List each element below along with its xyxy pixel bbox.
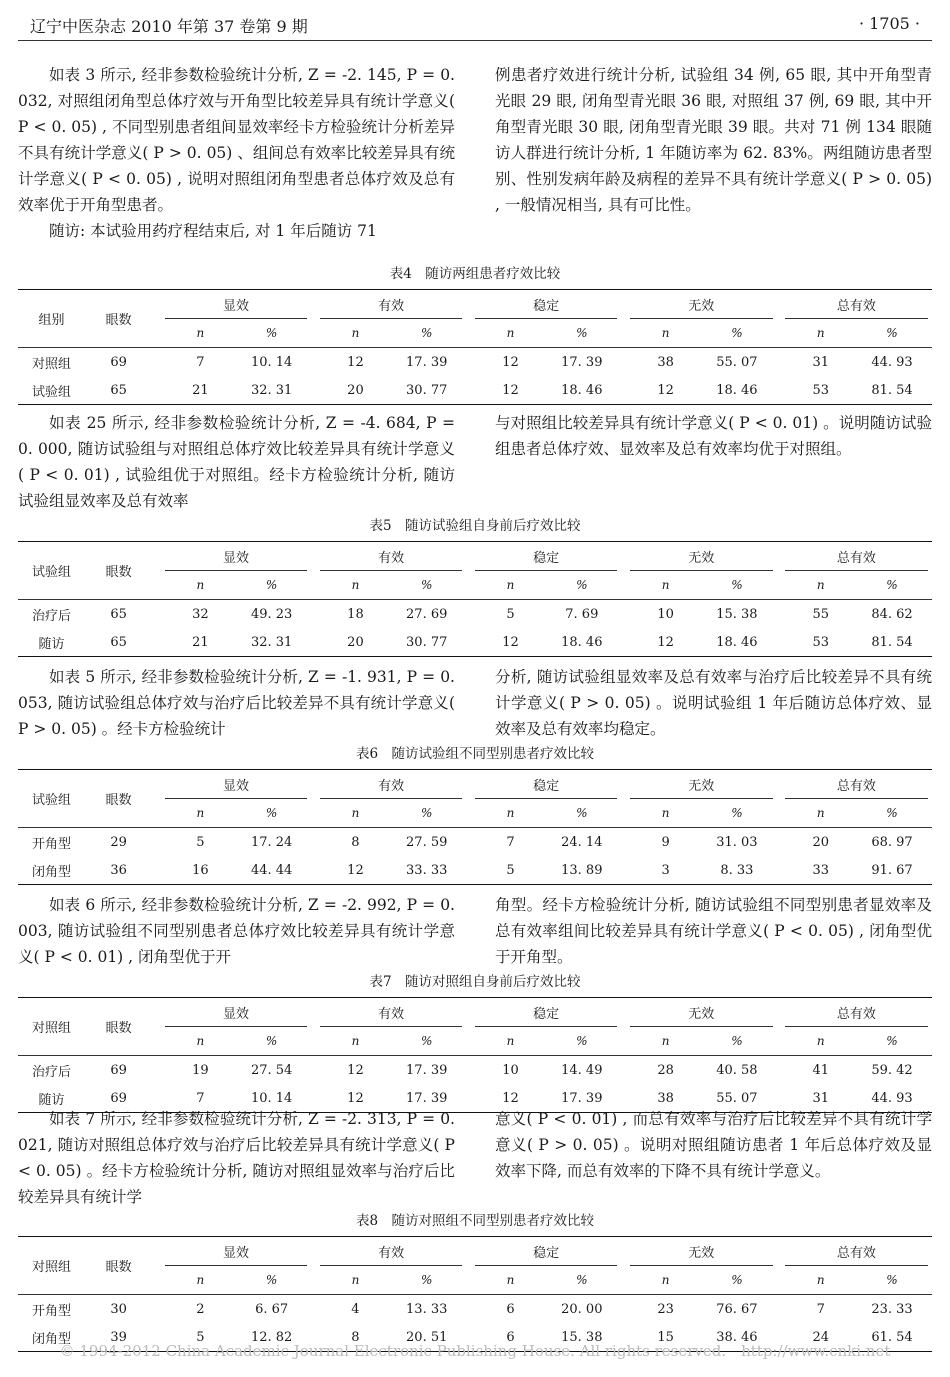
table-8 — [18, 1209, 932, 1352]
column-header-outcome: 显效 — [165, 1237, 308, 1266]
table-cell: 9 — [661, 834, 670, 850]
subheader-percent: % — [236, 319, 307, 348]
data-table — [18, 1236, 932, 1352]
table-row — [18, 628, 932, 657]
table-cell: 32 — [192, 606, 209, 622]
table-row — [18, 856, 932, 885]
paragraph: 如表 25 所示, 经非参数检验统计分析, Z = -4. 684, P = 0. 000, 随访试验组与对照组总体疗效比较差异具有统计学意义( P < 0. 01) , 试验组优于对照组。经卡方检验统计分析, 随访试验组显效率及总有效率 — [18, 414, 455, 510]
subheader-percent: % — [236, 571, 307, 600]
table-cell: 7 — [196, 354, 205, 370]
subheader-percent: % — [546, 571, 617, 600]
column-header-eyes: 眼数 — [85, 290, 152, 348]
table-cell: 8 — [320, 1323, 391, 1352]
row-label: 开角型 — [32, 1303, 72, 1319]
paragraph: 如表 5 所示, 经非参数检验统计分析, Z = -1. 931, P = 0. 053, 随访试验组总体疗效与治疗后比较差异不具有统计学意义( P > 0. 05) 。经卡方检验统计 — [18, 668, 455, 738]
table-cell: 30. 77 — [391, 376, 462, 405]
section-4 — [18, 892, 932, 970]
table-cell: 61. 54 — [856, 1323, 927, 1352]
table-cell: 7 — [506, 834, 515, 850]
table-cell: 18. 46 — [546, 628, 617, 657]
table-cell: 12. 82 — [236, 1323, 307, 1352]
column-header-outcome: 总有效 — [785, 290, 928, 319]
subheader-percent: % — [701, 319, 772, 348]
table-cell: 32. 31 — [236, 376, 307, 405]
table-cell: 10 — [502, 1062, 519, 1078]
paragraph: 如表 6 所示, 经非参数检验统计分析, Z = -2. 992, P = 0. 003, 随访试验组不同型别患者总体疗效比较差异具有统计学意义( P < 0. 01) , 闭角型优于开 — [18, 896, 455, 966]
section-3 — [18, 664, 932, 742]
table-cell: 24 — [785, 1323, 856, 1352]
table-cell: 20 — [320, 376, 391, 405]
table-cell: 27. 69 — [406, 606, 448, 622]
table-cell: 18. 46 — [546, 376, 617, 405]
column-header-group: 组别 — [18, 290, 85, 348]
table-cell: 40. 58 — [716, 1062, 758, 1078]
column-header-group: 试验组 — [18, 770, 85, 828]
subheader-n: n — [785, 799, 856, 828]
subheader-n: n — [475, 571, 546, 600]
row-label: 闭角型 — [18, 1323, 85, 1352]
subheader-percent: % — [236, 799, 307, 828]
table-cell: 12 — [320, 856, 391, 885]
subheader-n: n — [785, 571, 856, 600]
table-row — [18, 1295, 932, 1324]
subheader-n: n — [630, 571, 701, 600]
table-cell: 16 — [165, 856, 236, 885]
subheader-percent: % — [701, 1266, 772, 1295]
subheader-percent: % — [236, 1266, 307, 1295]
table-cell: 55. 07 — [716, 354, 758, 370]
column-header-outcome: 总有效 — [785, 542, 928, 571]
table-cell: 13. 89 — [546, 856, 617, 885]
table-cell: 12 — [475, 628, 546, 657]
subheader-percent: % — [391, 799, 462, 828]
table-cell: 44. 93 — [871, 354, 913, 370]
table-cell: 4 — [351, 1301, 360, 1317]
column-header-group: 对照组 — [18, 1237, 85, 1295]
table-cell: 17. 39 — [391, 1084, 462, 1113]
table-cell: 12 — [347, 354, 364, 370]
table-cell: 10 — [657, 606, 674, 622]
subheader-n: n — [475, 319, 546, 348]
subheader-n: n — [475, 1266, 546, 1295]
table-cell: 31. 03 — [716, 834, 758, 850]
table-cell: 18. 46 — [701, 376, 772, 405]
paragraph: 角型。经卡方检验统计分析, 随访试验组不同型别患者显效率及总有效率组间比较差异具有统计学意义( P < 0. 05) , 闭角型优于开角型。 — [495, 896, 932, 966]
table-cell: 31 — [812, 354, 829, 370]
table-cell: 24. 14 — [561, 834, 603, 850]
table-row — [18, 828, 932, 857]
table-cell: 12 — [475, 1084, 546, 1113]
table-cell: 30 — [110, 1301, 127, 1317]
table-row — [18, 1056, 932, 1085]
table-5 — [18, 514, 932, 657]
table-caption: 表7 随访对照组自身前后疗效比较 — [369, 974, 581, 990]
column-header-outcome: 有效 — [320, 290, 463, 319]
table-cell: 7. 69 — [565, 606, 599, 622]
table-cell: 6 — [475, 1323, 546, 1352]
column-header-outcome: 稳定 — [475, 1237, 618, 1266]
column-header-outcome: 有效 — [320, 998, 463, 1027]
column-header-outcome: 无效 — [630, 290, 773, 319]
column-header-outcome: 无效 — [630, 1237, 773, 1266]
column-header-outcome: 无效 — [630, 542, 773, 571]
table-cell: 81. 54 — [856, 628, 927, 657]
table-cell: 53 — [785, 376, 856, 405]
table-cell: 30. 77 — [391, 628, 462, 657]
table-caption: 表5 随访试验组自身前后疗效比较 — [369, 518, 581, 534]
column-header-outcome: 无效 — [630, 998, 773, 1027]
subheader-n: n — [630, 799, 701, 828]
column-header-group: 对照组 — [18, 998, 85, 1056]
table-cell: 36 — [85, 856, 152, 885]
table-cell: 27. 59 — [406, 834, 448, 850]
table-cell: 65 — [85, 628, 152, 657]
table-cell: 12 — [347, 1062, 364, 1078]
table-cell: 18 — [347, 606, 364, 622]
table-cell: 76. 67 — [716, 1301, 758, 1317]
table-cell: 17. 39 — [406, 354, 448, 370]
table-cell: 2 — [196, 1301, 205, 1317]
table-cell: 31 — [785, 1084, 856, 1113]
table-cell: 15 — [630, 1323, 701, 1352]
column-header-group: 试验组 — [18, 542, 85, 600]
paragraph: 意义( P < 0. 01) , 而总有效率与治疗后比较差异不具有统计学意义( P > 0. 05) 。说明对照组随访患者 1 年后总体疗效及显效率下降, 而总有效率的下降不具有统计学意义。 — [495, 1110, 932, 1180]
row-label: 随访 — [18, 628, 85, 657]
subheader-percent: % — [391, 1027, 462, 1056]
subheader-n: n — [785, 1266, 856, 1295]
paragraph: 例患者疗效进行统计分析, 试验组 34 例, 65 眼, 其中开角型青光眼 29 眼, 闭角型青光眼 36 眼, 对照组 37 例, 69 眼, 其中开角型青光眼 30 眼, 闭角型青光眼 39 眼。共对 71 例 134 眼随访人群进行统计分析, 1 年随访率为 62. 83%。两组随访患者型别、性别发病年龄及病程的差异不具有统计学意义( P > 0. 05) , 一般情况相当, 具有可比性。 — [495, 66, 932, 214]
table-row — [18, 376, 932, 405]
column-header-outcome: 总有效 — [785, 1237, 928, 1266]
table-cell: 41 — [812, 1062, 829, 1078]
table-6 — [18, 742, 932, 885]
table-cell: 12 — [475, 376, 546, 405]
row-label: 随访 — [18, 1084, 85, 1113]
subheader-percent: % — [856, 799, 927, 828]
paragraph: 随访: 本试验用药疗程结束后, 对 1 年后随访 71 — [49, 222, 377, 240]
table-cell: 59. 42 — [871, 1062, 913, 1078]
table-cell: 3 — [630, 856, 701, 885]
table-cell: 5 — [475, 856, 546, 885]
journal-title: 辽宁中医杂志 2010 年第 37 卷第 9 期 — [30, 17, 308, 36]
table-cell: 53 — [785, 628, 856, 657]
subheader-n: n — [165, 319, 236, 348]
table-cell: 5 — [506, 606, 515, 622]
subheader-n: n — [630, 319, 701, 348]
table-cell: 65 — [110, 606, 127, 622]
subheader-percent: % — [391, 571, 462, 600]
table-cell: 20. 00 — [561, 1301, 603, 1317]
subheader-n: n — [475, 1027, 546, 1056]
table-cell: 12 — [630, 376, 701, 405]
table-row — [18, 348, 932, 377]
subheader-n: n — [785, 319, 856, 348]
column-header-outcome: 总有效 — [785, 998, 928, 1027]
table-cell: 21 — [165, 376, 236, 405]
table-cell: 69 — [110, 354, 127, 370]
table-cell: 38 — [657, 354, 674, 370]
subheader-n: n — [475, 799, 546, 828]
table-cell: 44. 93 — [856, 1084, 927, 1113]
page-header — [30, 14, 920, 40]
subheader-percent: % — [546, 319, 617, 348]
table-cell: 23 — [657, 1301, 674, 1317]
paragraph: 如表 3 所示, 经非参数检验统计分析, Z = -2. 145, P = 0. 032, 对照组闭角型总体疗效与开角型比较差异具有统计学意义( P < 0. 05) , 不同型别患者组间显效率经卡方检验统计分析差异不具有统计学意义( P > 0. 05) 、组间总有效率比较差异具有统计学意义( P < 0. 05) , 说明对照组闭角型患者总体疗效及总有效率优于开角型患者。 — [18, 66, 455, 214]
subheader-percent: % — [546, 1027, 617, 1056]
table-cell: 81. 54 — [856, 376, 927, 405]
subheader-percent: % — [391, 319, 462, 348]
subheader-n: n — [320, 799, 391, 828]
subheader-percent: % — [856, 1027, 927, 1056]
column-header-outcome: 显效 — [165, 770, 308, 799]
data-table — [18, 997, 932, 1113]
table-cell: 12 — [630, 628, 701, 657]
section-1-right — [495, 62, 932, 244]
table-cell: 29 — [110, 834, 127, 850]
column-header-outcome: 有效 — [320, 542, 463, 571]
column-header-outcome: 有效 — [320, 1237, 463, 1266]
row-label: 对照组 — [32, 356, 72, 372]
table-caption: 表6 随访试验组不同型别患者疗效比较 — [355, 746, 595, 762]
subheader-percent: % — [856, 319, 927, 348]
subheader-percent: % — [701, 1027, 772, 1056]
table-cell: 10. 14 — [250, 354, 293, 370]
column-header-outcome: 稳定 — [475, 998, 618, 1027]
table-cell: 8 — [351, 834, 360, 850]
table-cell: 27. 54 — [250, 1062, 293, 1078]
table-cell: 7 — [165, 1084, 236, 1113]
row-label: 闭角型 — [18, 856, 85, 885]
table-caption: 表4 随访两组患者疗效比较 — [389, 266, 561, 282]
row-label: 治疗后 — [32, 608, 72, 624]
table-cell: 91. 67 — [856, 856, 927, 885]
subheader-percent: % — [546, 799, 617, 828]
subheader-percent: % — [391, 1266, 462, 1295]
table-cell: 12 — [502, 354, 519, 370]
table-cell: 6 — [506, 1301, 515, 1317]
subheader-n: n — [320, 1266, 391, 1295]
table-cell: 33 — [785, 856, 856, 885]
column-header-eyes: 眼数 — [85, 542, 152, 600]
column-header-eyes: 眼数 — [85, 998, 152, 1056]
subheader-n: n — [630, 1266, 701, 1295]
table-cell: 55. 07 — [701, 1084, 772, 1113]
page-number: · 1705 · — [858, 14, 920, 33]
table-cell: 14. 49 — [561, 1062, 603, 1078]
table-cell: 10. 14 — [236, 1084, 307, 1113]
table-cell: 13. 33 — [406, 1301, 448, 1317]
subheader-n: n — [165, 1027, 236, 1056]
data-table — [18, 769, 932, 885]
table-cell: 20. 51 — [391, 1323, 462, 1352]
column-header-outcome: 显效 — [165, 290, 308, 319]
column-header-eyes: 眼数 — [85, 1237, 152, 1295]
table-cell: 28 — [657, 1062, 674, 1078]
table-cell: 8. 33 — [701, 856, 772, 885]
column-header-outcome: 显效 — [165, 542, 308, 571]
table-cell: 69 — [85, 1084, 152, 1113]
subheader-percent: % — [236, 1027, 307, 1056]
row-label: 试验组 — [18, 376, 85, 405]
row-label: 开角型 — [32, 836, 72, 852]
table-cell: 44. 44 — [236, 856, 307, 885]
table-cell: 20 — [320, 628, 391, 657]
table-7 — [18, 970, 932, 1113]
table-cell: 38 — [630, 1084, 701, 1113]
copyright-footer: © 1994-2012 China Academic Journal Electronic Publishing House. All rights reserved. http://www.cnki.net — [59, 1342, 891, 1360]
column-header-eyes: 眼数 — [85, 770, 152, 828]
section-2 — [18, 410, 932, 514]
subheader-n: n — [785, 1027, 856, 1056]
subheader-percent: % — [856, 1266, 927, 1295]
column-header-outcome: 总有效 — [785, 770, 928, 799]
column-header-outcome: 有效 — [320, 770, 463, 799]
subheader-percent: % — [856, 571, 927, 600]
table-cell: 55 — [812, 606, 829, 622]
paragraph: 与对照组比较差异具有统计学意义( P < 0. 01) 。说明随访试验组患者总体疗效、显效率及总有效率均优于对照组。 — [495, 414, 932, 458]
table-caption: 表8 随访对照组不同型别患者疗效比较 — [355, 1213, 595, 1229]
table-cell: 84. 62 — [871, 606, 913, 622]
column-header-outcome: 稳定 — [475, 770, 618, 799]
table-cell: 18. 46 — [701, 628, 772, 657]
table-cell: 69 — [110, 1062, 127, 1078]
table-row — [18, 600, 932, 629]
subheader-n: n — [630, 1027, 701, 1056]
paragraph: 如表 7 所示, 经非参数检验统计分析, Z = -2. 313, P = 0. 021, 随访对照组总体疗效与治疗后比较差异具有统计学意义( P < 0. 05) 。经卡方检验统计分析, 随访对照组显效率与治疗后比较差异具有统计学 — [18, 1110, 455, 1206]
table-cell: 5 — [196, 834, 205, 850]
subheader-percent: % — [546, 1266, 617, 1295]
table-cell: 19 — [192, 1062, 209, 1078]
table-cell: 15. 38 — [716, 606, 758, 622]
table-4 — [18, 262, 932, 405]
table-cell: 21 — [165, 628, 236, 657]
subheader-n: n — [165, 799, 236, 828]
section-1-left — [18, 62, 455, 244]
table-cell: 49. 23 — [250, 606, 293, 622]
table-cell: 33. 33 — [391, 856, 462, 885]
table-cell: 38. 46 — [701, 1323, 772, 1352]
table-cell: 7 — [816, 1301, 825, 1317]
table-cell: 17. 24 — [250, 834, 293, 850]
section-5 — [18, 1106, 932, 1210]
section-1 — [18, 62, 932, 244]
column-header-outcome: 稳定 — [475, 542, 618, 571]
table-cell: 12 — [320, 1084, 391, 1113]
table-cell: 6. 67 — [255, 1301, 289, 1317]
data-table — [18, 289, 932, 405]
row-label: 治疗后 — [32, 1064, 72, 1080]
column-header-outcome: 显效 — [165, 998, 308, 1027]
column-header-outcome: 稳定 — [475, 290, 618, 319]
table-cell: 17. 39 — [561, 354, 603, 370]
data-table — [18, 541, 932, 657]
subheader-percent: % — [701, 799, 772, 828]
table-cell: 15. 38 — [546, 1323, 617, 1352]
table-cell: 39 — [85, 1323, 152, 1352]
table-cell: 65 — [85, 376, 152, 405]
subheader-n: n — [165, 571, 236, 600]
column-header-outcome: 无效 — [630, 770, 773, 799]
subheader-n: n — [320, 571, 391, 600]
header-rule — [18, 40, 932, 41]
table-cell: 20 — [812, 834, 829, 850]
subheader-n: n — [320, 319, 391, 348]
subheader-percent: % — [701, 571, 772, 600]
table-cell: 5 — [165, 1323, 236, 1352]
table-cell: 68. 97 — [871, 834, 913, 850]
subheader-n: n — [320, 1027, 391, 1056]
table-cell: 23. 33 — [871, 1301, 913, 1317]
subheader-n: n — [165, 1266, 236, 1295]
paragraph: 分析, 随访试验组显效率及总有效率与治疗后比较差异不具有统计学意义( P > 0. 05) 。说明试验组 1 年后随访总体疗效、显效率及总有效率均稳定。 — [495, 668, 932, 738]
table-cell: 17. 39 — [406, 1062, 448, 1078]
table-cell: 32. 31 — [236, 628, 307, 657]
table-cell: 17. 39 — [546, 1084, 617, 1113]
